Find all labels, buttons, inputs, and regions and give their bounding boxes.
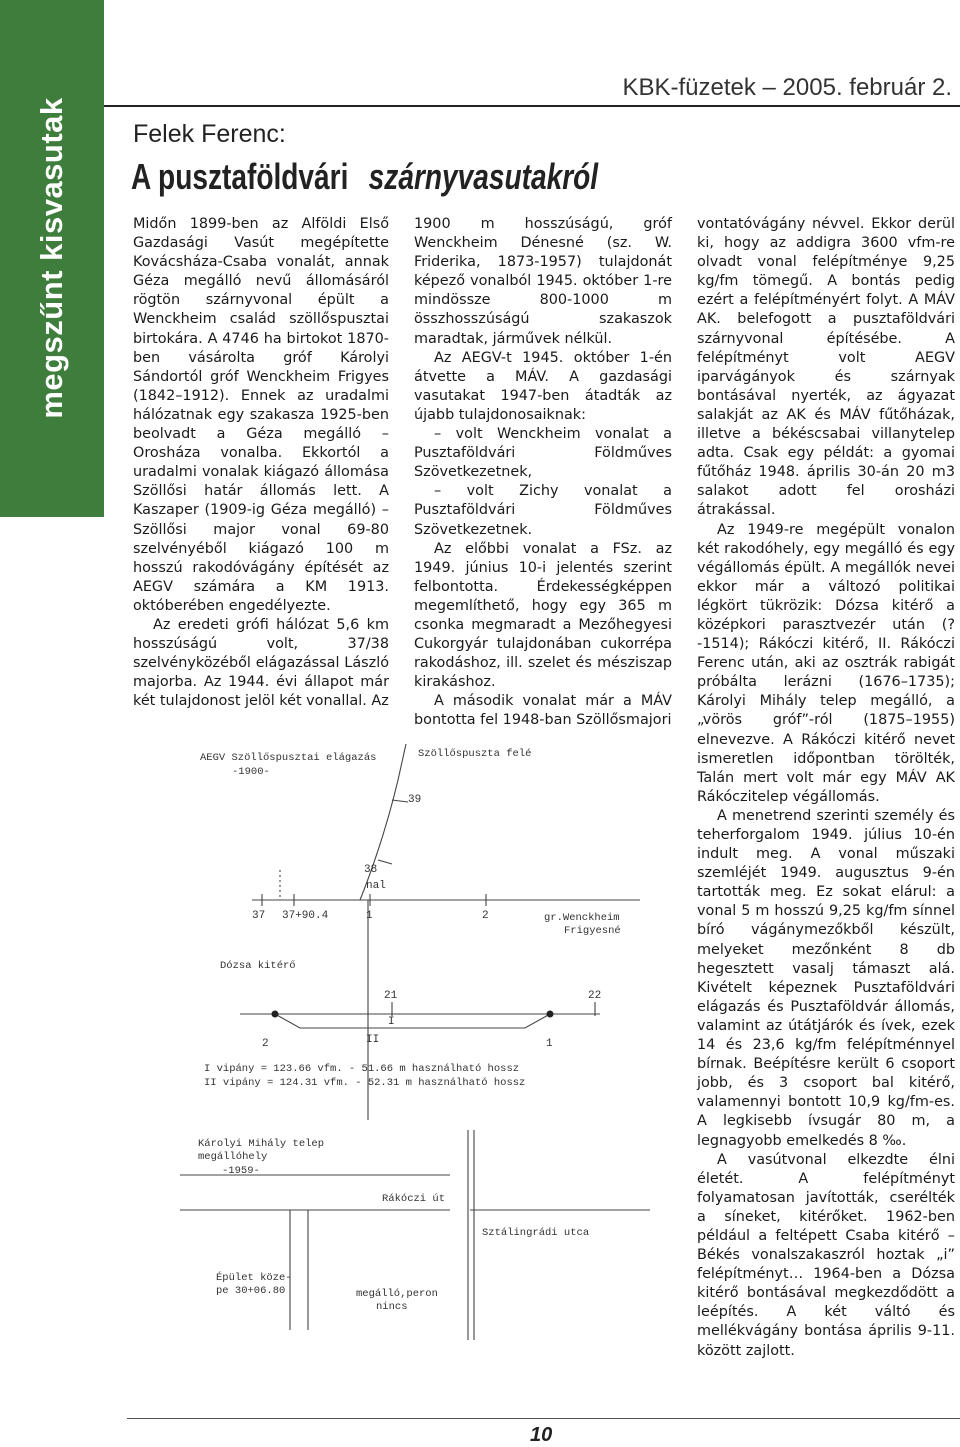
section-label: megszűnt kisvasutak bbox=[34, 97, 69, 419]
paragraph: vontatóvágány névvel. Ekkor derül ki, hogy az addigra 3600 vfm-re olvadt vonal felépítménye 9,25 kg/fm tömegű. A bontás pedig ezért a felépítményért folyt. A MÁV AK. belefogott a pusztaföldvári szárnyvonal építésébe. A felépítményt volt AEGV iparvágányok és szárnyak bontásával nyerték, az ágyazat salakját az AK és MÁV fűtőházak, illetve a békéscsabai villanytelep adta. Csak egy példát: a gyomai fűtőház 1948. április 30-án 20 m3 salakot adott fel orosházi átrakással. bbox=[697, 216, 955, 519]
title-part-1: A pusztaföldvári bbox=[131, 156, 349, 197]
footer-divider bbox=[127, 1418, 960, 1419]
paragraph: Midőn 1899-ben az Alföldi Első Gazdasági Vasút megépítette Kovácsháza-Csaba vonalát, annak Géza megálló nevű állomásáról rögtön szárnyvonal épült a Wenckheim család szöllőspusztai birtokára. A 4746 ha birtokot 1870-ben vásárolta gróf Károlyi Sándortól gróf Wenckheim Frigyes (1842–1912). Ennek az uradalmi hálózatnak egy szakasza 1925-ben beolvadt a Géza megálló – Orosháza vonalba. Ekkortól a uradalmi vonalak kiágazó állomása Szöllősi határ állomás lett. A Kaszaper (1909-ig Géza megálló) – Szöllősi major vonal 69-80 szelvényéből kiágazó 100 m hosszú rakodóvágány építését az AEGV számára a KM 1913. októberében engedélyezte. bbox=[133, 216, 389, 614]
paragraph: – volt Wenckheim vonalat a Pusztaföldvári Földműves Szövetkezetnek, bbox=[414, 426, 672, 481]
title-part-2: szárnyvasutakról bbox=[368, 156, 599, 197]
karolyi-year: -1959- bbox=[222, 1165, 260, 1177]
epulet-label-1: Épület köze- bbox=[216, 1272, 292, 1284]
km-21: 21 bbox=[384, 990, 398, 1002]
paragraph: A második vonalat már a MÁV bontotta fel 1948-ban Szöllősmajori bbox=[414, 693, 672, 729]
km-1: 1 bbox=[366, 910, 373, 922]
aegv-label: AEGV Szöllőspusztai elágazás bbox=[200, 752, 377, 764]
dozsa-label: Dózsa kitérő bbox=[220, 960, 296, 972]
szollos-label: Szöllőspuszta felé bbox=[418, 748, 532, 760]
km-39: 39 bbox=[408, 794, 422, 806]
text-column-3 bbox=[697, 215, 955, 1361]
paragraph: Az eredeti grófi hálózat 5,6 km hosszúságú volt, 37/38 szelvényközéből elágazással László majorba. Az 1944. évi állapot már két tulajdonost jelöl két vonallal. Az bbox=[133, 616, 389, 710]
track-label-I: I bbox=[388, 1016, 395, 1028]
sztalin-label: Sztálingrádi utca bbox=[482, 1227, 590, 1239]
track-length-I: I vipány = 123.66 vfm. - 51.66 m használható hossz bbox=[204, 1063, 520, 1075]
article-author: Felek Ferenc: bbox=[133, 120, 286, 148]
km-22: 22 bbox=[588, 990, 602, 1002]
article-title bbox=[131, 156, 598, 198]
track-diagram bbox=[170, 740, 670, 1340]
paragraph: Az 1949-re megépült vonalon két rakodóhely, egy megálló és egy végállomás épült. A megállók nevei ekkor már a változó politikai légkört tükrözik: Dózsa kitérő a középkori parasztvezér után (?-1514); Rákóczi kitérő, II. Rákóczi Ferenc után, aki az osztrák rabigát próbálta lerázni (1676–1735); Károlyi Mihály telep megálló, a „vörös gróf”-ról (1875–1955) elnevezve. A Rákóczi kitérő nevet ismeretlen időpontban törölték, Talán mert volt már egy MÁV AK Rákóczitelep végállomás. bbox=[697, 521, 955, 805]
paragraph: – volt Zichy vonalat a Pusztaföldvári Földműves Szövetkezetnek. bbox=[414, 483, 672, 538]
megallo-label-1: megálló,peron bbox=[356, 1288, 438, 1300]
karolyi-label-1: Károlyi Mihály telep bbox=[198, 1138, 325, 1150]
km-37-90: 37+90.4 bbox=[282, 910, 329, 922]
switch-marker-1 bbox=[547, 1011, 554, 1018]
paragraph: Az AEGV-t 1945. október 1-én átvette a MÁV. A gazdasági vasutakat 1947-ben átadták az újabb tulajdonosaiknak: bbox=[414, 349, 672, 423]
wenckheim-label-2: Frigyesné bbox=[564, 925, 621, 937]
publication-line: KBK-füzetek – 2005. február 2. bbox=[622, 74, 952, 101]
km-2: 2 bbox=[482, 910, 489, 922]
switch-label-2: 2 bbox=[262, 1038, 269, 1050]
switch-marker-2 bbox=[272, 1011, 279, 1018]
section-sidebar bbox=[0, 0, 104, 517]
paragraph: A menetrend szerinti személy és teherforgalom 1949. július 10-én indult meg. A vonal műszaki szemléjét 1949. augusztus 9-én tartották meg. Ez sokat elárul: a vonal 5 m hosszú 9,25 kg/fm sínnel bíró vágánymezőkből készült, melyeket mezőnként 8 db hegesztett vasalj támaszt alá. Kivételt képeznek Pusztaföldvári elágazás és Pusztaföldvár állomás, valamint az útátjárók és ívek, ezek 14 és 23,6 kg/fm felépítménnyel bírnak. Beépítésre került 6 csoport jobb, és 3 csoport bal kitérő, valamennyi bontott 10,9 kg/fm-es. A legkisebb ívsugár 80 m, a legnagyobb emelkedés 8 ‰. bbox=[697, 807, 955, 1149]
aegv-year: -1900- bbox=[232, 766, 270, 778]
track-label-II: II bbox=[366, 1034, 380, 1046]
switch-label-1: 1 bbox=[546, 1038, 553, 1050]
header-divider bbox=[104, 105, 960, 107]
karolyi-label-2: megállóhely bbox=[198, 1151, 268, 1163]
text-column-2 bbox=[414, 215, 672, 731]
text-column-1 bbox=[133, 215, 389, 711]
nal-suffix: nal bbox=[366, 880, 386, 892]
wenckheim-label-1: gr.Wenckheim bbox=[544, 912, 620, 924]
branch-track-top bbox=[402, 744, 406, 762]
page-number: 10 bbox=[530, 1424, 553, 1446]
dozsa-siding-track bbox=[275, 1014, 550, 1028]
epulet-label-2: pe 30+06.80 bbox=[216, 1285, 286, 1297]
track-length-II: II vipány = 124.31 vfm. - 52.31 m használható hossz bbox=[204, 1077, 526, 1089]
km-38: 38 bbox=[364, 864, 378, 876]
paragraph: 1900 m hosszúságú, gróf Wenckheim Dénesné (sz. W. Friderika, 1873-1957) tulajdonát képező vonalból 1945. október 1-re mindössze 800-1000 m összhosszúságú szakaszok maradtak, járművek nélkül. bbox=[414, 216, 672, 347]
rakoczi-label: Rákóczi út bbox=[382, 1193, 446, 1205]
paragraph: A vasútvonal elkezdte élni életét. A felépítményt folyamatosan javították, cserélték a síneket, kitérőket. 1962-ben például a feltépett Csaba kitérő – Békés vonalszakaszról hoztak „i” felépítményt… 1964-ben a Dózsa kitérő bontásával megkezdődött a leépítés. A két váltó és mellékvágány bontása április 9-11. között zajlott. bbox=[697, 1151, 955, 1359]
megallo-label-2: nincs bbox=[376, 1301, 408, 1313]
km-37: 37 bbox=[252, 910, 266, 922]
paragraph: Az előbbi vonalat a FSz. az 1949. június 10-i jelentés szerint felbontotta. Érdekességképpen megemlíthető, hogy egy 365 m csonka megmaradt a Mezőhegyesi Cukorgyár tulajdonában cukorrépa rakodáshoz, ill. szelet és mésziszap kirakáshoz. bbox=[414, 540, 672, 691]
